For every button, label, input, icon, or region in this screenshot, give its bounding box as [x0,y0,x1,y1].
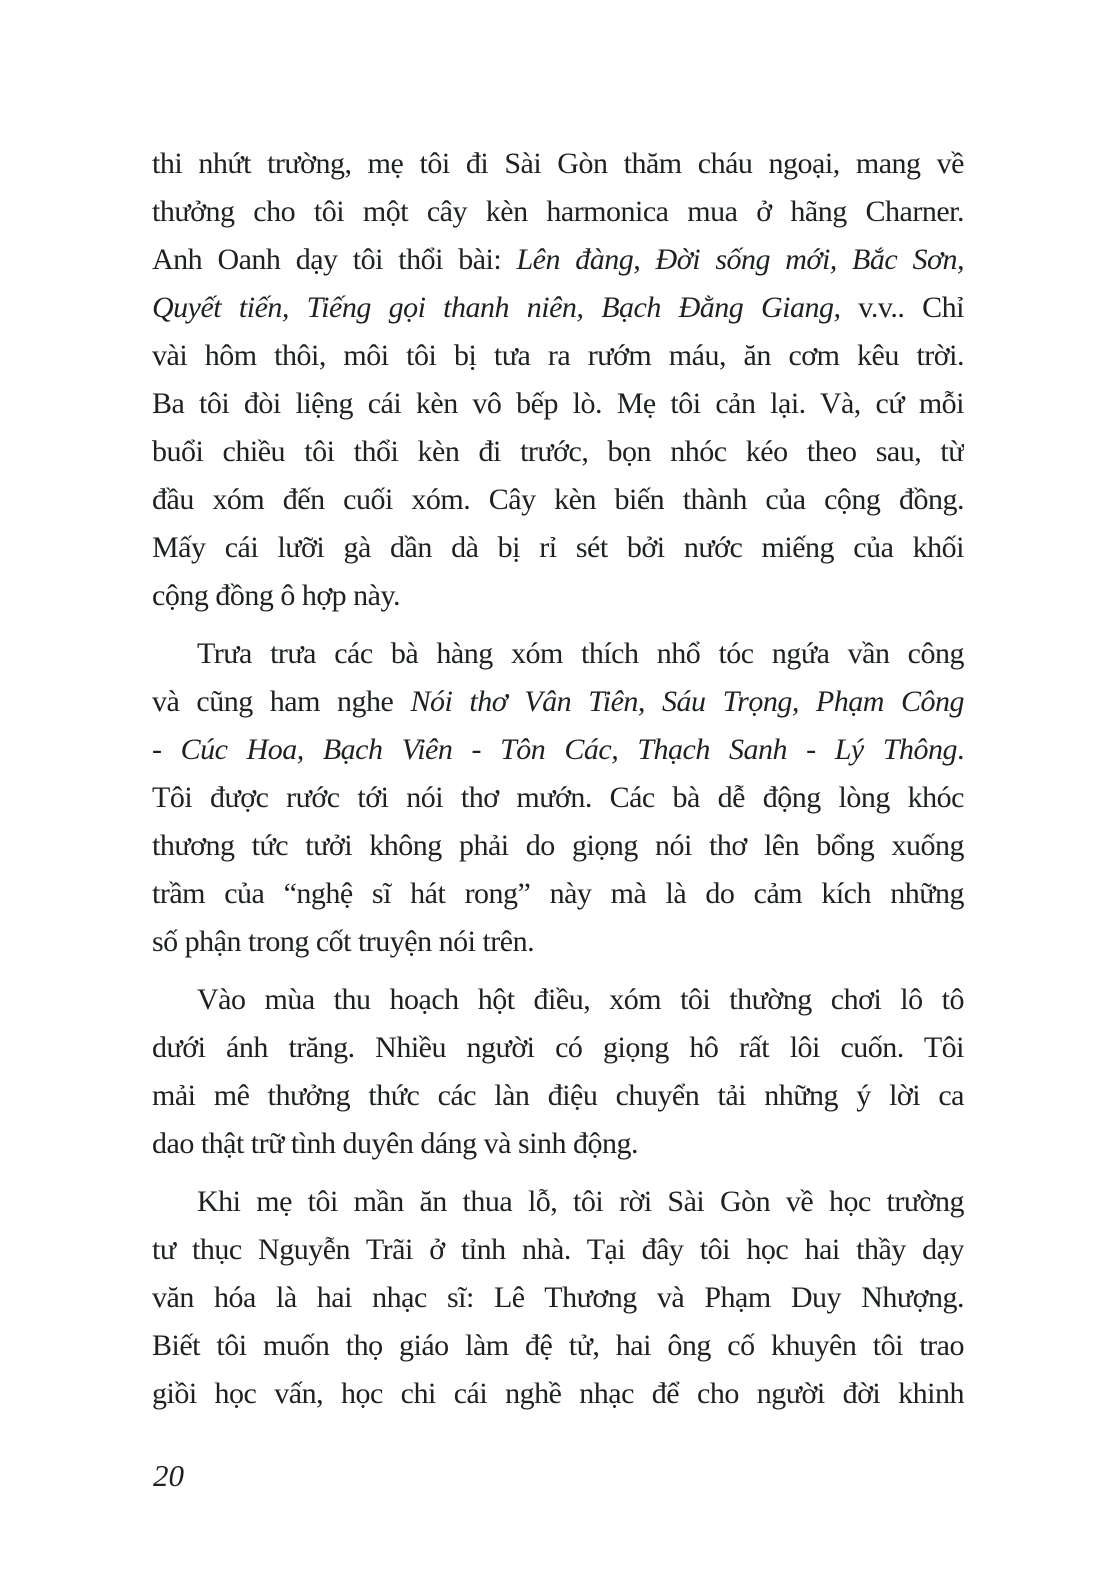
text-line [152,380,964,428]
text-line [152,918,964,966]
body-text: Vào mùa thu hoạch hột điều, xóm tôi thường chơi lô tô [197,983,964,1016]
body-text: dưới ánh trăng. Nhiều người có giọng hô rất lôi cuốn. Tôi [152,1031,964,1064]
text-line [152,1274,964,1322]
body-text: dao thật trữ tình duyên dáng và sinh động. [152,1127,639,1160]
text-line [152,678,964,726]
text-line [152,976,964,1024]
text-line [152,1370,964,1418]
body-text: Trưa trưa các bà hàng xóm thích nhổ tóc ngứa vần công [197,637,964,670]
text-line [152,572,964,620]
text-line [152,332,964,380]
text-line [152,428,964,476]
body-text: . [957,733,964,766]
body-text: Khi mẹ tôi mần ăn thua lỗ, tôi rời Sài Gòn về học trường [197,1185,964,1218]
body-text: thương tức tưởi không phải do giọng nói thơ lên bổng xuống [152,829,964,862]
body-text: mải mê thưởng thức các làn điệu chuyển tải những ý lời ca [152,1079,964,1112]
text-line [152,1072,964,1120]
text-line [152,524,964,572]
text-line [152,870,964,918]
body-text: tư thục Nguyễn Trãi ở tỉnh nhà. Tại đây tôi học hai thầy dạy [152,1233,964,1266]
text-line [152,1178,964,1226]
paragraph [152,1178,964,1418]
body-text: trầm của “nghệ sĩ hát rong” này mà là do cảm kích những [152,877,964,910]
text-line [152,188,964,236]
body-text: Anh Oanh dạy tôi thổi bài: [152,243,517,276]
body-text: và cũng ham nghe [152,685,411,718]
text-line [152,236,964,284]
text-line [152,774,964,822]
body-text: buổi chiều tôi thổi kèn đi trước, bọn nhóc kéo theo sau, từ [152,435,964,468]
body-text: v.v.. Chỉ [840,291,964,324]
text-block [152,140,964,1418]
text-line [152,726,964,774]
body-text: đầu xóm đến cuối xóm. Cây kèn biến thành của cộng đồng. [152,483,964,516]
body-text: văn hóa là hai nhạc sĩ: Lê Thương và Phạm Duy Nhượng. [152,1281,964,1314]
text-line [152,1120,964,1168]
title-text: Lên đàng, Đời sống mới, Bắc Sơn, [516,243,964,276]
text-line [152,630,964,678]
text-line [152,1024,964,1072]
paragraph [152,630,964,966]
text-line [152,140,964,188]
page-number: 20 [153,1458,184,1493]
title-text: Quyết tiến, Tiếng gọi thanh niên, Bạch Đằng Giang, [152,291,841,324]
body-text: Tôi được rước tới nói thơ mướn. Các bà dễ động lòng khóc [152,781,964,814]
body-text: Biết tôi muốn thọ giáo làm đệ tử, hai ông cố khuyên tôi trao [152,1329,964,1362]
body-text: thưởng cho tôi một cây kèn harmonica mua ở hãng Charner. [152,195,964,228]
body-text: số phận trong cốt truyện nói trên. [152,925,535,958]
body-text: thi nhứt trường, mẹ tôi đi Sài Gòn thăm cháu ngoại, mang về [152,147,964,180]
title-text: - Cúc Hoa, Bạch Viên - Tôn Các, Thạch Sanh - Lý Thông [152,733,957,766]
text-line [152,1226,964,1274]
body-text: Ba tôi đòi liệng cái kèn vô bếp lò. Mẹ tôi cản lại. Và, cứ mỗi [152,387,964,420]
body-text: vài hôm thôi, môi tôi bị tưa ra rướm máu, ăn cơm kêu trời. [152,339,964,372]
text-line [152,476,964,524]
text-line [152,822,964,870]
body-text: Mấy cái lưỡi gà dần dà bị rỉ sét bởi nước miếng của khối [152,531,964,564]
text-line [152,284,964,332]
text-line [152,1322,964,1370]
body-text: cộng đồng ô hợp này. [152,579,401,612]
title-text: Nói thơ Vân Tiên, Sáu Trọng, Phạm Công [410,685,964,718]
paragraph [152,976,964,1168]
paragraph [152,140,964,620]
body-text: giồi học vấn, học chi cái nghề nhạc để cho người đời khinh [152,1377,964,1410]
